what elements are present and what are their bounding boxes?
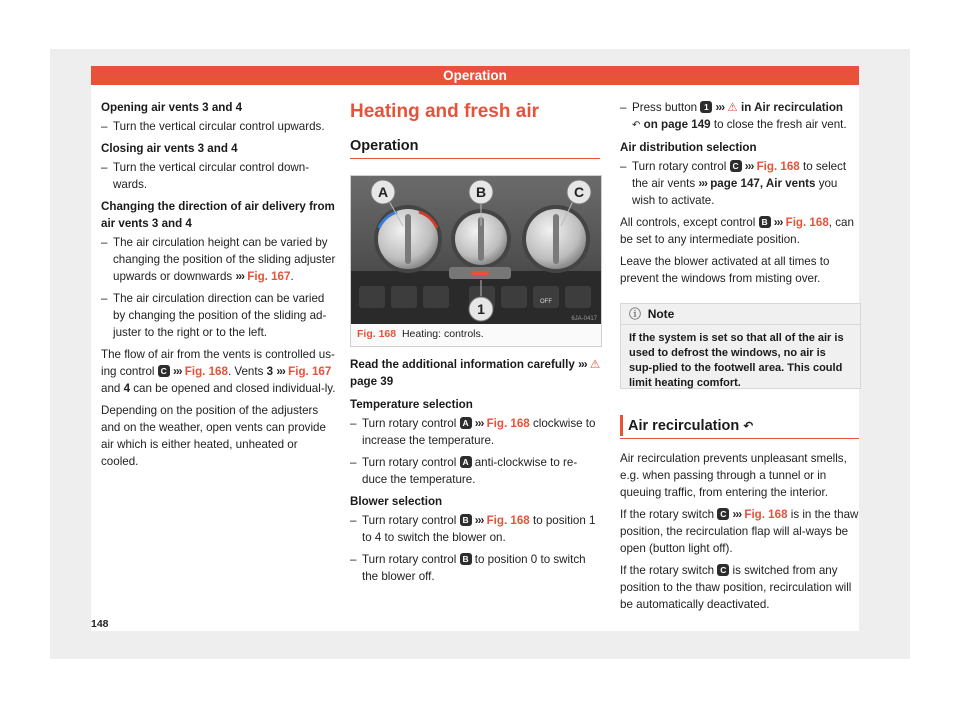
section-header: Operation [91,66,859,85]
title-rule [350,158,600,159]
note-box [620,303,861,389]
fig-168-link[interactable]: Fig. 168 [486,514,530,527]
page-number: 148 [91,618,109,630]
list-item: – Turn rotary control B ››› Fig. 168 to position 1 to 4 to switch the blower on. [350,512,602,546]
right-column [620,99,860,292]
rotary-control-c [522,205,590,273]
svg-text:C: C [573,184,585,200]
list-item: – Turn rotary control A ››› Fig. 168 clockwise to increase the temperature. [350,415,602,449]
control-c-badge: C [158,365,170,377]
list-item: – The air circulation height can be varied by changing the position of the sliding adjuster upwards or downwards ››› Fig. 167. [101,234,337,285]
note-body: If the system is set so that all of the air is used to defrost the windows, no air is sup-plied to the footwell area. This could limit heating comfort. [629,332,844,389]
fig-168-link[interactable]: Fig. 168 [486,417,530,430]
page-149-link[interactable]: on page 149 [643,118,711,131]
read-more-note: Read the additional information carefully ››› ⚠ page 39 [350,358,601,388]
subsection-accent-bar [620,415,623,436]
recirculation-icon: ↶ [632,120,641,131]
figure-168 [350,175,602,347]
control-c-badge: C [717,564,729,576]
note-header: ⓘ Note [621,304,860,325]
fig-168-link[interactable]: Fig. 168 [785,216,829,229]
svg-text:A: A [377,184,389,200]
paragraph: Air recirculation prevents unpleasant smells, e.g. when passing through a tunnel or in queuing traffic, from entering the interior. [620,452,847,499]
paragraph: If the rotary switch C ››› Fig. 168 is in the thaw position, the recirculation flap will al-ways be open (button light off). [620,508,859,555]
fig-167-link[interactable]: Fig. 167 [247,270,291,283]
list-item: – Turn rotary control A anti-clockwise to re-duce the temperature. [350,454,602,488]
list-item: – Press button 1 ››› ⚠ in Air recirculation ↶ on page 149 to close the fresh air vent. [620,99,860,134]
control-b-badge: B [759,216,771,228]
paragraph: If the rotary switch C is switched from any position to the thaw position, recirculation will be automatically deactivated. [620,564,852,611]
warning-icon: ⚠ [727,101,738,114]
button-1-badge: 1 [700,101,712,113]
control-a-badge: A [460,417,472,429]
page-147-link[interactable]: page 147, Air vents [710,177,816,190]
control-b-badge: B [460,553,472,565]
fig-168-link[interactable]: Fig. 168 [756,160,800,173]
fig-168-link[interactable]: Fig. 168 [184,365,228,378]
info-icon: ⓘ [629,307,642,321]
control-c-badge: C [730,160,742,172]
heading-closing-vents: Closing air vents 3 and 4 [101,142,238,155]
fig-168-link[interactable]: Fig. 168 [744,508,788,521]
heating-controls-illustration [351,176,601,324]
middle-column [350,356,602,590]
warning-book-icon: ⚠ [589,358,601,371]
off-label: OFF [540,299,552,305]
heading-opening-vents: Opening air vents 3 and 4 [101,101,243,114]
heading-blower: Blower selection [350,495,443,508]
svg-text:1: 1 [477,301,485,317]
heading-temperature: Temperature selection [350,398,473,411]
list-item: – Turn the vertical circular control down-wards. [101,159,337,193]
list-item: – Turn rotary control B to position 0 to switch the blower off. [350,551,602,585]
fig-167-link[interactable]: Fig. 167 [288,365,332,378]
heading-changing-direction: Changing the direction of air delivery from air vents 3 and 4 [101,200,335,230]
paragraph: Leave the blower activated at all times to prevent the windows from misting over. [620,255,830,285]
list-item: – The air circulation direction can be varied by changing the position of the sliding ad-juster to the right or to the left. [101,290,337,341]
rotary-control-a [374,205,442,273]
list-item: – Turn the vertical circular control upwards. [101,118,337,135]
subsection-title-air-recirculation: Air recirculation ↶ [628,418,754,434]
control-b-badge: B [460,514,472,526]
right-column-lower [620,450,860,618]
section-title: Heating and fresh air [350,101,539,122]
list-item: – Turn rotary control C ››› Fig. 168 to select the air vents ››› page 147, Air vents you wish to activate. [620,158,860,209]
paragraph: Depending on the position of the adjusters and on the weather, open vents can provide air which is either heated, unheated or cooled. [101,404,326,468]
subsection-title: Operation [350,138,419,154]
svg-text:B: B [475,184,487,200]
recirculation-icon: ↶ [743,419,754,433]
subsection-rule [620,438,859,439]
recirculation-button [449,267,511,279]
paragraph: All controls, except control B ››› Fig. 168, can be set to any intermediate position. [620,216,854,246]
figure-caption: Fig. 168 Heating: controls. [357,328,484,340]
control-a-badge: A [460,456,472,468]
paragraph: The flow of air from the vents is controlled us-ing control C ››› Fig. 168. Vents 3 ››› Fig. 167 and 4 can be opened and closed individual-ly. [101,348,336,395]
read-more-page-link[interactable]: page 39 [350,375,394,388]
control-c-badge: C [717,508,729,520]
left-column [101,99,337,475]
figure-code: 6JA-0417 [571,316,597,322]
heading-air-distribution: Air distribution selection [620,141,757,154]
